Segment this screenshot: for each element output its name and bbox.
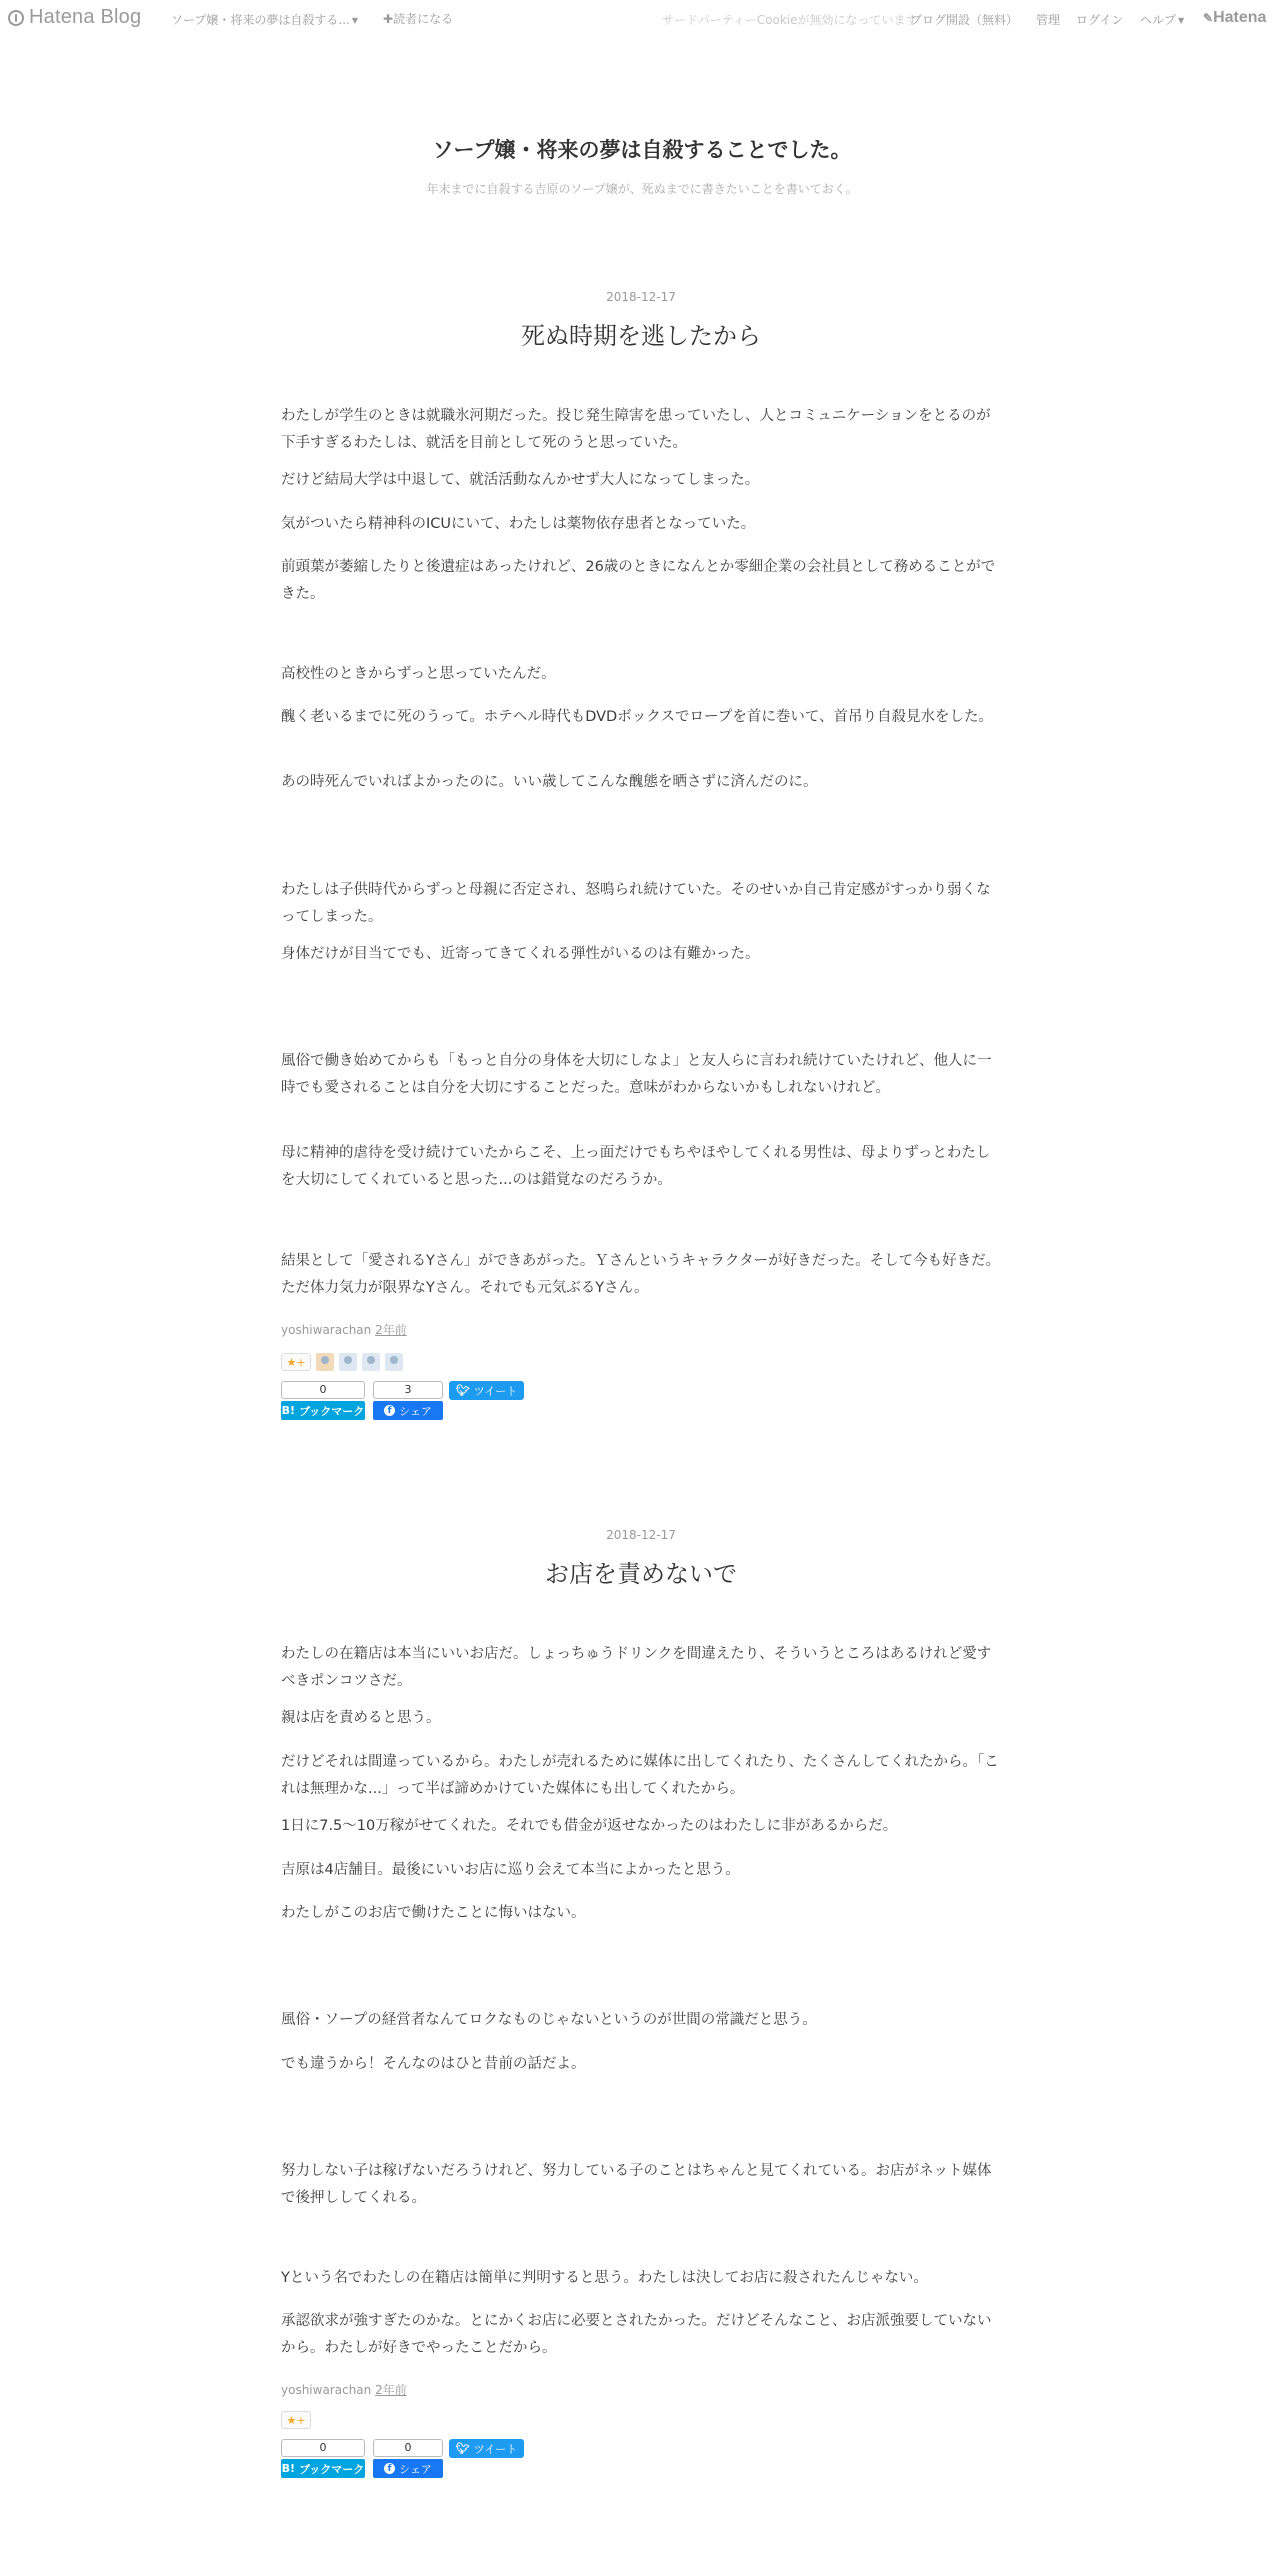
chevron-down-icon: ▼: [351, 16, 359, 25]
bookmark-label: ブックマーク: [299, 2462, 365, 2476]
article-paragraph: 風俗・ソープの経営者なんてロクなものじゃないというのが世間の常識だと思う。: [281, 2012, 817, 2028]
tweet-label: ツイート: [473, 2442, 518, 2456]
article-paragraph: 母に精神的虐待を受け続けていたからこそ、上っ面だけでもちやほやしてくれる男性は、母よりずっとわたしを大切にしてくれていると思った...のは錯覚なのだろうか。: [281, 1145, 991, 1188]
hatena-bookmark-widget[interactable]: [281, 2439, 365, 2478]
cookie-notice: サードパーティーCookieが無効になっています: [662, 13, 918, 27]
article-date[interactable]: 2018-12-17: [606, 1528, 676, 1542]
facebook-share-widget[interactable]: [373, 1381, 443, 1420]
article-paragraph: だけどそれは間違っているから。わたしが売れるために媒体に出してくれたり、たくさんしてくれたから。「これは無理かな...」って半ば諦めかけていた媒体にも出してくれたから。: [281, 1754, 999, 1797]
tweet-button[interactable]: [449, 2439, 524, 2458]
share-count[interactable]: 3: [373, 1381, 443, 1399]
star-area: [281, 1351, 403, 1373]
article-title[interactable]: 死ぬ時期を逃したから: [521, 322, 761, 350]
hatena-bookmark-icon: B!: [281, 2462, 296, 2475]
article-date[interactable]: 2018-12-17: [606, 290, 676, 304]
star-user-avatar[interactable]: [362, 1353, 380, 1371]
star-area: [281, 2409, 311, 2431]
star-user-avatar[interactable]: [385, 1353, 403, 1371]
hatena-logo-icon: ✎: [1203, 11, 1214, 25]
blog-select-label: ソープ嬢・将来の夢は自殺する...: [171, 13, 350, 27]
chevron-down-icon: ▼: [1178, 16, 1185, 25]
author-link[interactable]: yoshiwarachan: [281, 2383, 372, 2397]
article: [281, 1528, 1001, 2476]
add-star-button[interactable]: ★+: [281, 2411, 311, 2429]
tweet-label: ツイート: [473, 1384, 518, 1398]
signup-link[interactable]: ブログ開設（無料）: [910, 13, 1019, 27]
bookmark-count[interactable]: 0: [281, 2439, 365, 2457]
blog-title[interactable]: ソープ嬢・将来の夢は自殺することでした。: [432, 138, 852, 162]
article-paragraph: だけど結局大学は中退して、就活活動なんかせず大人になってしまった。: [281, 472, 760, 488]
article-paragraph: 気がついたら精神科のICUにいて、わたしは薬物依存患者となっていた。: [281, 516, 756, 532]
blog-select-dropdown[interactable]: [171, 11, 358, 28]
facebook-share-button[interactable]: [373, 2459, 443, 2478]
share-count[interactable]: 0: [373, 2439, 443, 2457]
share-label: シェア: [399, 2462, 432, 2476]
bookmark-count[interactable]: 0: [281, 1381, 365, 1399]
article-paragraph: でも違うから！そんなのはひと昔前の話だよ。: [281, 2056, 586, 2072]
login-link[interactable]: ログイン: [1076, 13, 1124, 27]
share-label: シェア: [399, 1404, 432, 1418]
plus-icon: ✚: [383, 12, 394, 26]
star-user-avatar[interactable]: [339, 1353, 357, 1371]
hatena-bookmark-button[interactable]: [281, 2459, 365, 2478]
hatena-bookmark-icon: B!: [281, 1404, 296, 1417]
hatena-bookmark-button[interactable]: [281, 1401, 365, 1420]
article-paragraph: 醜く老いるまでに死のうって。ホテヘル時代もDVDボックスでロープを首に巻いて、首吊り自殺見水をした。: [281, 709, 994, 725]
article-footer: [281, 2381, 407, 2398]
article-paragraph: わたしの在籍店は本当にいいお店だ。しょっちゅうドリンクを間違えたり、そういうところはあるけれど愛すべきポンコツさだ。: [281, 1646, 992, 1689]
star-user-avatar[interactable]: [316, 1353, 334, 1371]
hatena-link[interactable]: [1203, 9, 1266, 27]
global-header: [0, 0, 1284, 38]
subscribe-button[interactable]: [383, 10, 453, 27]
logo-text: Hatena Blog: [29, 6, 142, 28]
hatena-blog-logo[interactable]: [8, 6, 141, 29]
article-paragraph: 努力しない子は稼げないだろうけれど、努力している子のことはちゃんと見てくれている。お店がネット媒体で後押ししてくれる。: [281, 2163, 992, 2206]
twitter-bird-icon: 🐦︎: [455, 1384, 470, 1397]
article-paragraph: 1日に7.5～10万稼がせてくれた。それでも借金が返せなかったのはわたしに非があるからだ。: [281, 1818, 898, 1834]
article-paragraph: 風俗で働き始めてからも「もっと自分の身体を大切にしなよ」と友人らに言われ続けていたけれど、他人に一時でも愛されることは自分を大切にすることだった。意味がわからないかもしれないけれど。: [281, 1053, 992, 1096]
article-paragraph: わたしが学生のときは就職氷河期だった。投じ発生障害を患っていたし、人とコミュニケーションをとるのが下手すぎるわたしは、就活を目前として死のうと思っていた。: [281, 408, 991, 451]
facebook-icon: f: [384, 2463, 395, 2474]
subscribe-label: 読者になる: [393, 12, 454, 26]
bookmark-label: ブックマーク: [299, 1404, 365, 1418]
article-paragraph: 高校性のときからずっと思っていたんだ。: [281, 666, 556, 682]
help-menu[interactable]: [1140, 11, 1184, 28]
article-paragraph: 前頭葉が萎縮したりと後遺症はあったけれど、26歳のときになんとか零細企業の会社員として務めることができた。: [281, 559, 996, 602]
permalink-time[interactable]: 2年前: [375, 1323, 407, 1337]
article-title[interactable]: お店を責めないで: [545, 1560, 737, 1588]
tweet-button[interactable]: [449, 1381, 524, 1400]
twitter-bird-icon: 🐦︎: [455, 2442, 470, 2455]
article-paragraph: Yという名でわたしの在籍店は簡単に判明すると思う。わたしは決してお店に殺されたんじゃない。: [281, 2270, 928, 2286]
article-paragraph: 身体だけが目当てでも、近寄ってきてくれる弾性がいるのは有難かった。: [281, 946, 760, 962]
author-link[interactable]: yoshiwarachan: [281, 1323, 372, 1337]
blog-description: 年末までに自殺する吉原のソープ嬢が、死ぬまでに書きたいことを書いておく。: [426, 182, 858, 196]
tweet-widget[interactable]: [449, 1381, 524, 1400]
article-paragraph: 結果として「愛されるYさん」ができあがった。Ｙさんというキャラクターが好きだった。そして今も好きだ。ただ体力気力が限界なYさん。それでも元気ぶるYさん。: [281, 1253, 1001, 1296]
facebook-share-widget[interactable]: [373, 2439, 443, 2478]
article-paragraph: わたしがこのお店で働けたことに悔いはない。: [281, 1905, 586, 1921]
hatena-blog-logo-icon: [8, 10, 24, 26]
admin-link[interactable]: 管理: [1036, 13, 1061, 27]
hatena-label: Hatena: [1213, 9, 1267, 26]
article: [281, 290, 1001, 1418]
add-star-button[interactable]: ★+: [281, 1353, 311, 1371]
help-label: ヘルプ: [1140, 13, 1177, 27]
article-paragraph: わたしは子供時代からずっと母親に否定され、怒鳴られ続けていた。そのせいか自己肯定感がすっかり弱くなってしまった。: [281, 882, 991, 925]
article-paragraph: あの時死んでいればよかったのに。いい歳してこんな醜態を晒さずに済んだのに。: [281, 774, 818, 790]
article-paragraph: 吉原は4店舗目。最後にいいお店に巡り会えて本当によかったと思う。: [281, 1862, 740, 1878]
permalink-time[interactable]: 2年前: [375, 2383, 407, 2397]
article-paragraph: 親は店を責めると思う。: [281, 1710, 441, 1726]
article-footer: [281, 1321, 407, 1338]
tweet-widget[interactable]: [449, 2439, 524, 2458]
article-paragraph: 承認欲求が強すぎたのかな。とにかくお店に必要とされたかった。だけどそんなこと、お店派強要していないから。わたしが好きでやったことだから。: [281, 2313, 992, 2356]
facebook-share-button[interactable]: [373, 1401, 443, 1420]
hatena-bookmark-widget[interactable]: [281, 1381, 365, 1420]
facebook-icon: f: [384, 1405, 395, 1416]
